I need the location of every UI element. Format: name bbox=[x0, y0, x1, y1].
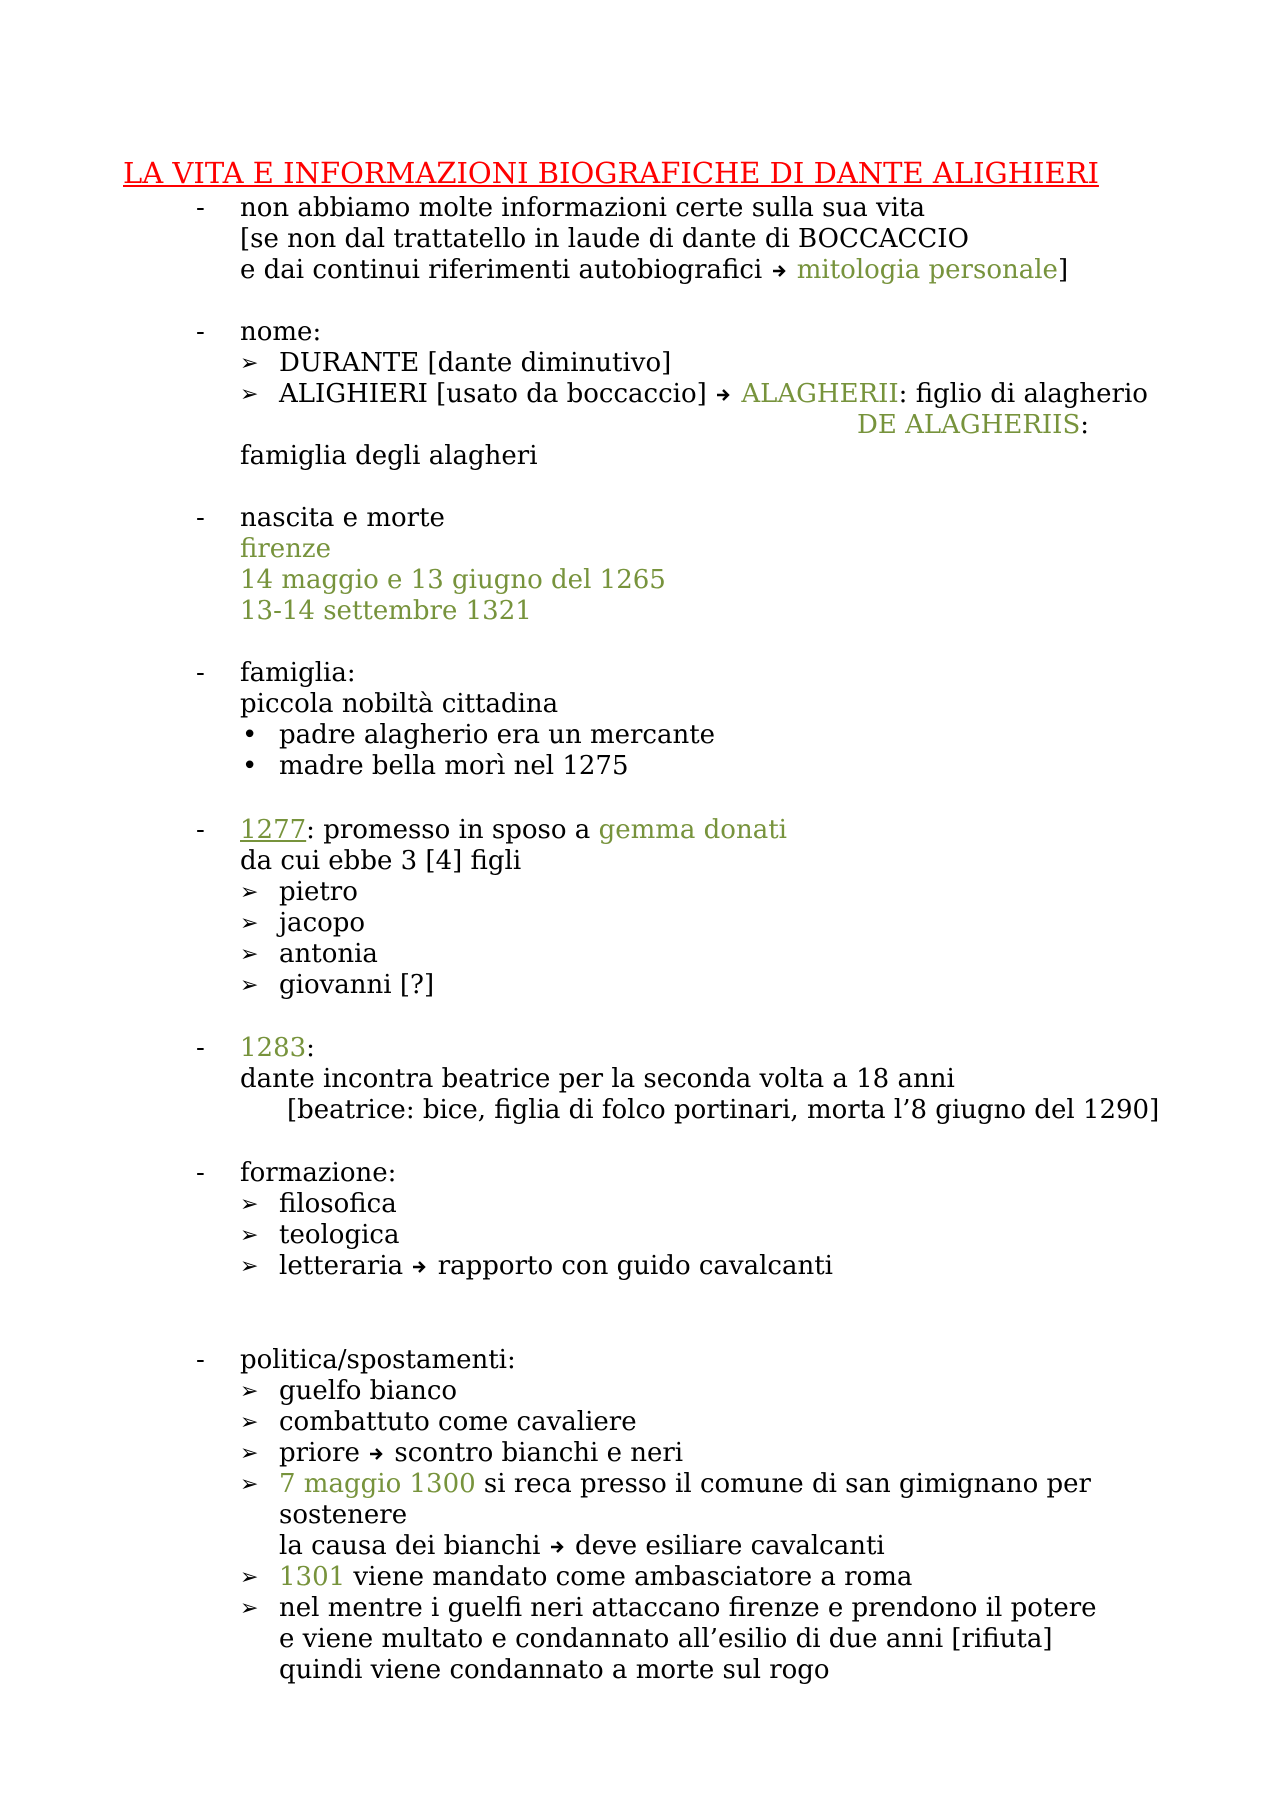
year-1283-line: 1283: bbox=[240, 1033, 315, 1063]
famiglia-padre: padre alagherio era un mercante bbox=[279, 720, 716, 750]
politica-item: 7 maggio 1300 si reca presso il comune di san gimignano per bbox=[279, 1469, 1091, 1499]
figlio-item: pietro bbox=[279, 877, 358, 907]
chevron-bullet-icon: ➢ bbox=[240, 1596, 259, 1621]
chevron-bullet-icon: ➢ bbox=[240, 1223, 259, 1248]
chevron-bullet-icon: ➢ bbox=[240, 351, 259, 376]
politica-item: priore scontro bianchi e neri bbox=[279, 1438, 684, 1468]
nome-famiglia: famiglia degli alagheri bbox=[240, 441, 538, 471]
bullet-icon: • bbox=[242, 751, 258, 781]
formazione-item: letteraria rapporto con guido cavalcanti bbox=[279, 1251, 833, 1281]
dash-marker: - bbox=[196, 1345, 205, 1375]
chevron-bullet-icon: ➢ bbox=[240, 911, 259, 936]
chevron-bullet-icon: ➢ bbox=[240, 1410, 259, 1435]
intro-line-3: e dai continui riferimenti autobiografici mitologia personale] bbox=[240, 255, 1069, 285]
bullet-icon: • bbox=[242, 720, 258, 750]
politica-item-cont: e viene multato e condannato all’esilio di due anni [rifiuta] bbox=[279, 1624, 1053, 1654]
politica-heading: politica/spostamenti: bbox=[240, 1345, 516, 1375]
figli-line: da cui ebbe 3 [4] figli bbox=[240, 846, 522, 876]
chevron-bullet-icon: ➢ bbox=[240, 1472, 259, 1497]
dash-marker: - bbox=[196, 503, 205, 533]
year-1277: 1277 bbox=[240, 815, 307, 845]
formazione-item: teologica bbox=[279, 1220, 400, 1250]
nome-item-alighieri: ALIGHIERI [usato da boccaccio] ALAGHERII: figlio di alagherio bbox=[279, 379, 1148, 409]
dash-marker: - bbox=[196, 1033, 205, 1063]
chevron-bullet-icon: ➢ bbox=[240, 1441, 259, 1466]
politica-item-cont: la causa dei bianchi deve esiliare cavalcanti bbox=[279, 1531, 885, 1561]
dash-marker: - bbox=[196, 317, 205, 347]
chevron-bullet-icon: ➢ bbox=[240, 942, 259, 967]
beatrice-line: dante incontra beatrice per la seconda volta a 18 anni bbox=[240, 1064, 955, 1094]
dash-marker: - bbox=[196, 815, 205, 845]
chevron-bullet-icon: ➢ bbox=[240, 973, 259, 998]
promessa-line: 1277: promesso in sposo a gemma donati bbox=[240, 815, 787, 845]
politica-item-cont: quindi viene condannato a morte sul rogo bbox=[279, 1655, 830, 1685]
page-title: LA VITA E INFORMAZIONI BIOGRAFICHE DI DANTE ALIGHIERI bbox=[123, 156, 1099, 190]
morte-data: 13-14 settembre 1321 bbox=[240, 596, 532, 626]
politica-item-cont: sostenere bbox=[279, 1500, 408, 1530]
nascita-heading: nascita e morte bbox=[240, 503, 445, 533]
arrow-right-icon bbox=[715, 386, 733, 404]
mitologia-personale: mitologia personale bbox=[796, 255, 1058, 285]
nascita-luogo: firenze bbox=[240, 534, 331, 564]
chevron-bullet-icon: ➢ bbox=[240, 880, 259, 905]
famiglia-line: piccola nobiltà cittadina bbox=[240, 689, 559, 719]
dash-marker: - bbox=[196, 1158, 205, 1188]
nome-heading: nome: bbox=[240, 317, 322, 347]
famiglia-heading: famiglia: bbox=[240, 658, 356, 688]
politica-item: nel mentre i guelfi neri attaccano firenze e prendono il potere bbox=[279, 1593, 1097, 1623]
chevron-bullet-icon: ➢ bbox=[240, 1379, 259, 1404]
figlio-item: jacopo bbox=[279, 908, 366, 938]
famiglia-madre: madre bella morì nel 1275 bbox=[279, 751, 629, 781]
formazione-heading: formazione: bbox=[240, 1158, 397, 1188]
nascita-data: 14 maggio e 13 giugno del 1265 bbox=[240, 565, 666, 595]
arrow-right-icon bbox=[771, 262, 789, 280]
formazione-item: filosofica bbox=[279, 1189, 397, 1219]
arrow-right-icon bbox=[368, 1445, 386, 1463]
dash-marker: - bbox=[196, 193, 205, 223]
politica-item: 1301 viene mandato come ambasciatore a roma bbox=[279, 1562, 913, 1592]
arrow-right-icon bbox=[411, 1258, 429, 1276]
nome-item-durante: DURANTE [dante diminutivo] bbox=[279, 348, 672, 378]
dash-marker: - bbox=[196, 658, 205, 688]
nome-item-de-alagheriis: DE ALAGHERIIS: bbox=[857, 410, 1090, 440]
chevron-bullet-icon: ➢ bbox=[240, 1192, 259, 1217]
gemma-donati: gemma donati bbox=[598, 815, 787, 845]
chevron-bullet-icon: ➢ bbox=[240, 382, 259, 407]
figlio-item: antonia bbox=[279, 939, 378, 969]
intro-line-2: [se non dal trattatello in laude di dante di BOCCACCIO bbox=[240, 224, 969, 254]
arrow-right-icon bbox=[549, 1538, 567, 1556]
chevron-bullet-icon: ➢ bbox=[240, 1254, 259, 1279]
figlio-item: giovanni [?] bbox=[279, 970, 435, 1000]
chevron-bullet-icon: ➢ bbox=[240, 1565, 259, 1590]
politica-item: combattuto come cavaliere bbox=[279, 1407, 637, 1437]
politica-item: guelfo bianco bbox=[279, 1376, 458, 1406]
beatrice-note: [beatrice: bice, figlia di folco portinari, morta l’8 giugno del 1290] bbox=[287, 1095, 1160, 1125]
intro-line-1: non abbiamo molte informazioni certe sulla sua vita bbox=[240, 193, 925, 223]
